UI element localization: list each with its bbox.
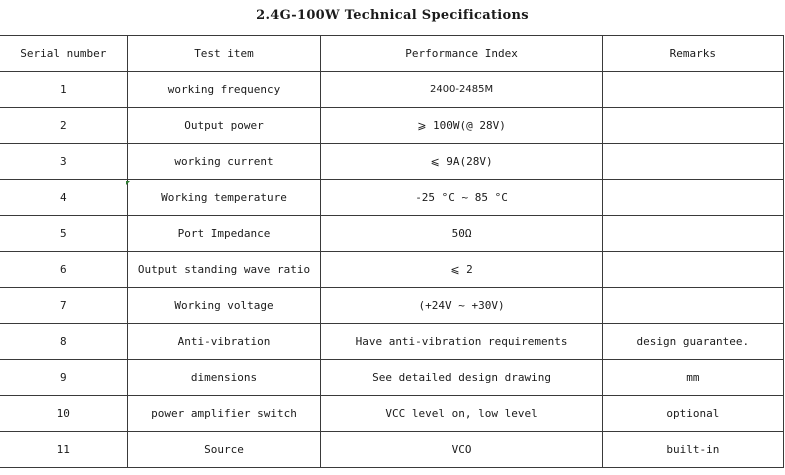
serial-cell: 4 — [0, 180, 127, 216]
test-item-cell: power amplifier switch — [127, 396, 321, 432]
remarks-cell — [602, 72, 783, 108]
performance-index-cell: ⩾ 100W(@ 28V) — [321, 108, 602, 144]
test-item-cell: Anti-vibration — [127, 324, 321, 360]
serial-cell: 8 — [0, 324, 127, 360]
performance-index-cell: 50Ω — [321, 216, 602, 252]
cell-comment-marker — [126, 181, 130, 185]
remarks-cell — [602, 144, 783, 180]
performance-index-cell: VCO — [321, 432, 602, 468]
table-row — [0, 216, 784, 252]
page-title: 2.4G-100W Technical Specifications — [256, 8, 529, 23]
test-item-cell: Working voltage — [127, 288, 321, 324]
table-row — [0, 360, 784, 396]
serial-cell: 10 — [0, 396, 127, 432]
table-row — [0, 180, 784, 216]
performance-index-cell: See detailed design drawing — [321, 360, 602, 396]
serial-cell: 11 — [0, 432, 127, 468]
table-row — [0, 288, 784, 324]
table-row — [0, 324, 784, 360]
serial-cell: 6 — [0, 252, 127, 288]
performance-index-cell: -25 °C ~ 85 °C — [321, 180, 602, 216]
performance-index-cell: Have anti-vibration requirements — [321, 324, 602, 360]
remarks-cell — [602, 108, 783, 144]
test-item-cell: working frequency — [127, 72, 321, 108]
table-row — [0, 252, 784, 288]
table-row — [0, 72, 784, 108]
remarks-cell — [602, 252, 783, 288]
performance-index-cell: 2400-2485M — [321, 72, 602, 108]
table-row — [0, 108, 784, 144]
test-item-cell: dimensions — [127, 360, 321, 396]
performance-index-cell: VCC level on, low level — [321, 396, 602, 432]
header-performance-index: Performance Index — [321, 36, 602, 72]
serial-cell: 1 — [0, 72, 127, 108]
serial-cell: 2 — [0, 108, 127, 144]
test-item-cell: working current — [127, 144, 321, 180]
header-serial-number: Serial number — [0, 36, 127, 72]
remarks-cell — [602, 180, 783, 216]
table-header-row — [0, 36, 784, 72]
header-test-item: Test item — [127, 36, 321, 72]
test-item-cell: Working temperature — [127, 180, 321, 216]
performance-index-cell: ⩽ 2 — [321, 252, 602, 288]
test-item-cell: Output power — [127, 108, 321, 144]
table-row — [0, 396, 784, 432]
remarks-cell: design guarantee. — [602, 324, 783, 360]
test-item-cell: Port Impedance — [127, 216, 321, 252]
serial-cell: 9 — [0, 360, 127, 396]
table-row — [0, 432, 784, 468]
header-remarks: Remarks — [602, 36, 783, 72]
serial-cell: 3 — [0, 144, 127, 180]
spec-table — [0, 35, 784, 468]
remarks-cell: built-in — [602, 432, 783, 468]
remarks-cell — [602, 288, 783, 324]
serial-cell: 7 — [0, 288, 127, 324]
performance-index-cell: ⩽ 9A(28V) — [321, 144, 602, 180]
test-item-cell: Source — [127, 432, 321, 468]
performance-index-cell: (+24V ~ +30V) — [321, 288, 602, 324]
remarks-cell: optional — [602, 396, 783, 432]
remarks-cell — [602, 216, 783, 252]
test-item-cell: Output standing wave ratio — [127, 252, 321, 288]
serial-cell: 5 — [0, 216, 127, 252]
table-row — [0, 144, 784, 180]
remarks-cell: mm — [602, 360, 783, 396]
